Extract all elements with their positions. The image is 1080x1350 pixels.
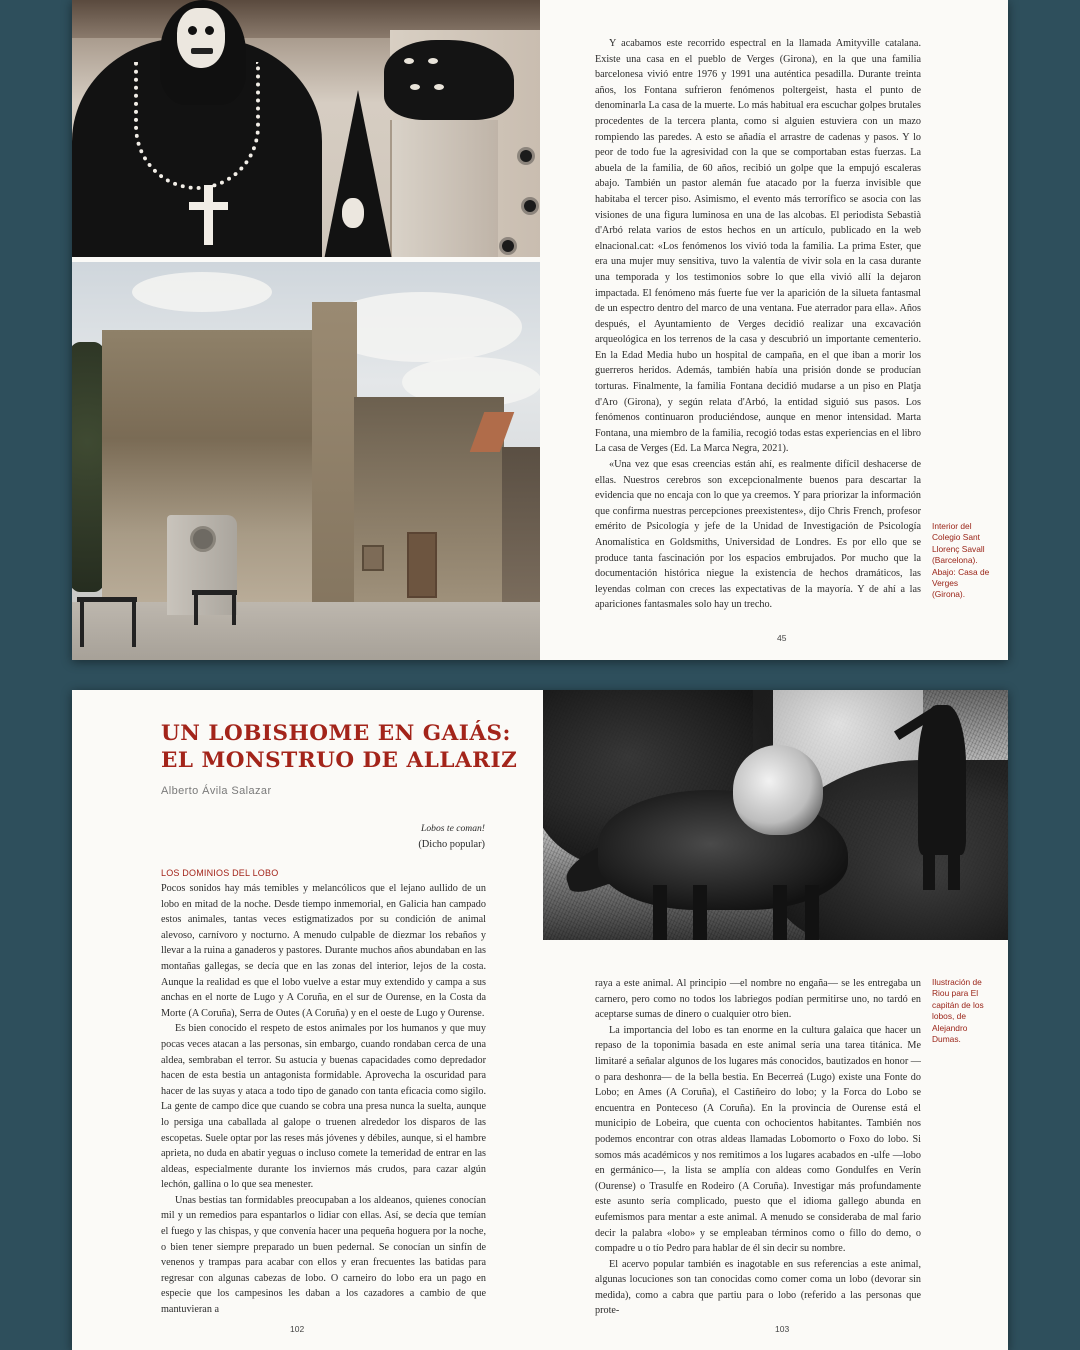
left-body-text bbox=[161, 881, 486, 1318]
paragraph: La importancia del lobo es tan enorme en la cultura galaica que hacer un repaso de la toponimia basada en este animal sería una tarea titánica. Me limitaré a señalar algunos de los lugares más conocidos, bautizados en honor —o para deshonra— de la bella bestia. En Becerreá (Lugo) existe una Fonte do Lobo; en Ames (A Coruña), el Castiñeiro do lobo; y la Forca do Lobo se encuentra en Ponteceso (A Coruña). En la provincia de Ourense está el municipio de Lobeira, que cuenta con ochocientos habitantes. También nos podemos encontrar con otras aldeas llamadas Lobomorto o Foxo do lobo. Si somos más académicos y nos remitimos a los lugares acabados en -ulfe —lobo en germánico—, la lista se amplía con aldeas como Gondulfes en Verín (Ourense) o Trasulfe en Rodeiro (A Coruña). Investigar más profundamente este asunto sería complicado, puesto que el idioma gallego abunda en eufemismos para mentar a este animal. A menudo se consideraba de mal fario decir la palabra «lobo» y se empleaban términos como o fillo do demo, o compadre u o tío Pedro para hablar de él sin decir su nombre. bbox=[595, 1024, 921, 1255]
paragraph: Es bien conocido el respeto de estos animales por los humanos y que muy pocas veces atacan a las personas, sin embargo, cuando rondaban cerca de una aldea, sembraban el terror. Su astucia y buenas capacidades como depredador hacen de esta bestia un antagonista formidable. Aprovecha la oscuridad para hacer de las suyas y ataca a todo tipo de ganado con tanta eficacia como sigilo. La gente de campo dice que cuando se cobra una presa nunca la suelta, aunque lo persiga una caballada al galope o truenen alrededor los disparos de las escopetas. Suele optar por las reses más jóvenes y débiles, aunque, si el hambre aprieta, no duda en abatir yeguas o incluso comete la temeridad de entrar en las aldeas, especialmente durante los inviernos más crudos, para cazar algún lechón, gallina o lo que sea menester. bbox=[161, 1023, 486, 1191]
page-number-left: 102 bbox=[290, 1324, 305, 1334]
mural-photo bbox=[72, 0, 540, 257]
paragraph: Pocos sonidos hay más temibles y melancólicos que el lejano aullido de un lobo en mitad de la noche. Desde tiempo inmemorial, en Galicia han campado estos animales, tantas veces estigmatizados por su condición de animal alevoso, carnívoro y nocturno. A menudo culpable de diezmar los rebaños y llevar a la ruina a ganaderos y pastores. Durante muchos años abundaban en las montañas gallegas, se decía que en las zonas del interior, lejos de la costa. Aunque la realidad es que el lobo vuelve a estar muy extendido y campa a sus anchas en el norte de Lugo y A Coruña, en el sur de Ourense, en la Costa da Morte (A Coruña), Serra de Outes (A Coruña) y en el oeste de Lugo y Ourense. bbox=[161, 883, 486, 1019]
illustration-caption: Ilustración de Riou para El capitán de los lobos, de Alejandro Dumas. bbox=[932, 977, 984, 1045]
paragraph: Y acabamos este recorrido espectral en la llamada Amityville catalana. Existe una casa en el pueblo de Verges (Girona), en la que una familia barcelonesa vivió entre 1976 y 1991 una auténtica pesadilla. Durante treinta años, los Fontana sufrieron fenómenos poltergeist, hasta el punto de denominarla La casa de la muerte. Lo más habitual era escuchar golpes brutales procedentes de la tercera planta, como si alguien estuviera con un mazo rompiendo las paredes. A esto se añadía el arrastre de cadenas y pasos. Y lo peor de todo fue la agresividad con la que se comportaban estas fuerzas. La abuela de la familia, de 60 años, recibió un golpe que la empujó escaleras abajo. También un pastor alemán fue atacado por la fuerza invisible que habitaba el tercer piso. Asimismo, el evento más terrorífico se asocia con las visiones de una figura luminosa en una de las alcobas. El periodista Sebastià d'Arbó relata varios de estos hechos en un artículo, publicado en la web elnacional.cat: «Los fenómenos los vivió toda la familia. La prima Ester, que era una mujer muy sensitiva, tuvo la valentía de vivir sola en la casa durante una temporada y los testimonios sobre lo que ella vivió allí la dejaron impactada. El fenómeno más fuerte fue ver la aparición de la silueta fantasmal de un espectro dentro del marco de una ventana. Fue aterrador para ella». Años después, el Ayuntamiento de Verges decidió realizar una excavación arqueológica en los terrenos de la casa y descubrió un importante cementerio. En la Edad Media hubo un hospital de campaña, en el que iban a morir los guerreros heridos. Además, también había una prisión donde se producían torturas. Finalmente, la familia Fontana decidió mudarse a un piso en Platja d'Aro (Girona), y según relata d'Arbó, la entidad siguió sus pasos. Los fenómenos continuaron produciéndose, aunque en menor intensidad. Marta Fontana, una miembro de la familia, recogió todas estas experiencias en el libro La casa de Verges (Ed. La Marca Negra, 2021). bbox=[595, 38, 921, 455]
epigraph-quote: Lobos te coman! bbox=[421, 823, 485, 834]
epigraph-source: (Dicho popular) bbox=[418, 838, 485, 850]
top-body-text bbox=[595, 36, 921, 613]
wolf-engraving-illustration bbox=[543, 690, 1008, 940]
page-number: 45 bbox=[777, 633, 787, 643]
house-of-verges-photo bbox=[72, 262, 540, 660]
page-number-right: 103 bbox=[775, 1324, 790, 1334]
paragraph: Unas bestias tan formidables preocupaban a los aldeanos, quienes conocían mil y un remedios para espantarlos o lidiar con ellas. Así, se decía que temían el fuego y las chispas, y que convenía hacer una pequeña hoguera por la noche, o bien tener siempre preparado un buen pedernal. Se conocían un sinfín de venenos y trampas para acabar con ellos y eran frecuentes las batidas para regresar con algunas cabezas de lobo. O carneiro do lobo era un pago en especie que los campesinos les daban a los cazadores a cambio de que mantuvieran a bbox=[161, 1194, 486, 1316]
article-title: UN LOBISHOME EN GAIÁS: EL MONSTRUO DE ALLARIZ bbox=[161, 721, 518, 773]
bottom-spread bbox=[72, 690, 1008, 1350]
epigraph bbox=[322, 821, 485, 852]
paragraph: El acervo popular también es inagotable en sus referencias a este animal, algunas locuciones son tan conocidas como comer coma un lobo (devorar sin medida), como a cabra que partiu para o lobo (referido a las personas que prote- bbox=[595, 1258, 921, 1317]
top-spread bbox=[72, 0, 1008, 660]
paragraph: raya a este animal. Al principio —el nombre no engaña— se les entregaba un carnero, pero como no todos los labriegos podían permitirse uno, no tardó en aceptarse sumas de dinero o cualquier otro bien. bbox=[595, 978, 921, 1021]
article-author: Alberto Ávila Salazar bbox=[161, 785, 272, 797]
photo-caption: Interior del Colegio Sant Llorenç Savall (Barcelona). Abajo: Casa de Verges (Girona). bbox=[932, 521, 990, 600]
section-heading: LOS DOMINIOS DEL LOBO bbox=[161, 868, 279, 878]
right-body-text bbox=[595, 976, 921, 1319]
paragraph: «Una vez que esas creencias están ahí, es realmente difícil deshacerse de ellas. Nuestros cerebros son excepcionalmente buenos para descartar la evidencia que no encaja con lo que ya creemos. Y para priorizar la información que confirma nuestras percepciones preexistentes», dijo Chris French, profesor emérito de Psicología y jefe de la Unidad de Investigación de Psicología Anomalística en Goldsmiths, Universidad de Londres. Es por ello que se produce tanta fascinación por los espacios embrujados. Por mucho que la documentación histórica niegue la existencia de hechos dramáticos, las leyendas colman con creces las expectativas de la mayoría. Y de ahí a las apariciones fantasmales solo hay un trecho. bbox=[595, 459, 921, 611]
